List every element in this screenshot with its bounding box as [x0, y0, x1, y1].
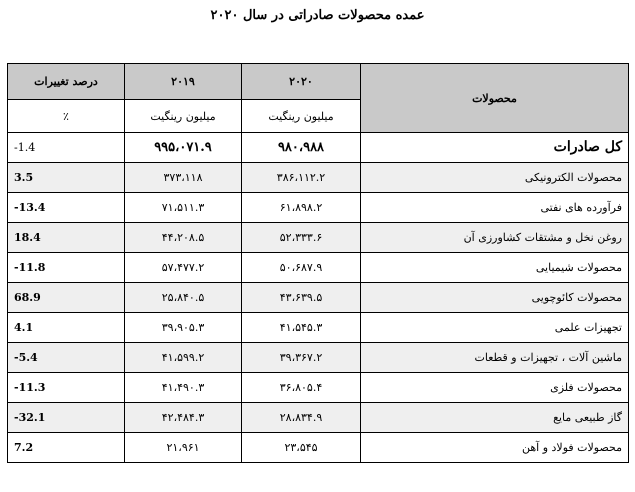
value-2019-cell: ۴۲،۴۸۴.۳	[125, 403, 242, 433]
total-2020: ۹۸۰،۹۸۸	[242, 133, 361, 163]
change-cell: -11.3	[8, 373, 125, 403]
table-row	[8, 223, 629, 253]
change-cell: 68.9	[8, 283, 125, 313]
table-row	[8, 403, 629, 433]
change-cell: -5.4	[8, 343, 125, 373]
header-year-2019: ۲۰۱۹	[125, 64, 242, 100]
value-2019-cell: ۷۱،۵۱۱.۳	[125, 193, 242, 223]
value-2019-cell: ۴۱،۵۹۹.۲	[125, 343, 242, 373]
unit-2019: میلیون رینگیت	[125, 100, 242, 133]
unit-2020: میلیون رینگیت	[242, 100, 361, 133]
value-2019-cell: ۲۵،۸۴۰.۵	[125, 283, 242, 313]
total-product: کل صادرات	[361, 133, 629, 163]
page-title: عمده محصولات صادراتی در سال ۲۰۲۰	[210, 8, 425, 23]
product-cell: فرآورده های نفتی	[361, 193, 629, 223]
product-cell: محصولات فولاد و آهن	[361, 433, 629, 463]
unit-change: ٪	[8, 100, 125, 133]
change-cell: 7.2	[8, 433, 125, 463]
change-cell: -13.4	[8, 193, 125, 223]
exports-table	[7, 63, 629, 463]
value-2020-cell: ۵۲،۳۳۳.۶	[242, 223, 361, 253]
table-row	[8, 373, 629, 403]
total-2019: ۹۹۵،۰۷۱.۹	[125, 133, 242, 163]
product-cell: گاز طبیعی مایع	[361, 403, 629, 433]
value-2019-cell: ۴۱،۴۹۰.۳	[125, 373, 242, 403]
product-cell: روغن نخل و مشتقات کشاورزی آن	[361, 223, 629, 253]
value-2020-cell: ۵۰،۶۸۷.۹	[242, 253, 361, 283]
value-2019-cell: ۳۹،۹۰۵.۳	[125, 313, 242, 343]
change-cell: 3.5	[8, 163, 125, 193]
table-row	[8, 193, 629, 223]
table-row	[8, 253, 629, 283]
total-change: -1.4	[8, 133, 125, 163]
value-2019-cell: ۳۷۳،۱۱۸	[125, 163, 242, 193]
value-2019-cell: ۴۴،۲۰۸.۵	[125, 223, 242, 253]
total-row	[8, 133, 629, 163]
change-cell: -11.8	[8, 253, 125, 283]
change-cell: 4.1	[8, 313, 125, 343]
value-2020-cell: ۳۶،۸۰۵.۴	[242, 373, 361, 403]
value-2020-cell: ۲۳،۵۴۵	[242, 433, 361, 463]
header-year-2020: ۲۰۲۰	[242, 64, 361, 100]
product-cell: تجهیزات علمی	[361, 313, 629, 343]
product-cell: ماشین آلات ، تجهیزات و قطعات	[361, 343, 629, 373]
value-2020-cell: ۳۹،۳۶۷.۲	[242, 343, 361, 373]
header-change: درصد تغییرات	[8, 64, 125, 100]
product-cell: محصولات فلزی	[361, 373, 629, 403]
change-cell: 18.4	[8, 223, 125, 253]
product-cell: محصولات شیمیایی	[361, 253, 629, 283]
value-2019-cell: ۵۷،۴۷۷.۲	[125, 253, 242, 283]
value-2020-cell: ۲۸،۸۳۴.۹	[242, 403, 361, 433]
value-2020-cell: ۶۱،۸۹۸.۲	[242, 193, 361, 223]
table-row	[8, 283, 629, 313]
table-row	[8, 433, 629, 463]
value-2020-cell: ۳۸۶،۱۱۲.۲	[242, 163, 361, 193]
value-2020-cell: ۴۳،۶۳۹.۵	[242, 283, 361, 313]
table-row	[8, 313, 629, 343]
product-cell: محصولات الکترونیکی	[361, 163, 629, 193]
table-row	[8, 163, 629, 193]
table-row	[8, 343, 629, 373]
value-2020-cell: ۴۱،۵۴۵.۳	[242, 313, 361, 343]
value-2019-cell: ۲۱،۹۶۱	[125, 433, 242, 463]
header-product: محصولات	[361, 64, 629, 133]
product-cell: محصولات کائوچویی	[361, 283, 629, 313]
change-cell: -32.1	[8, 403, 125, 433]
